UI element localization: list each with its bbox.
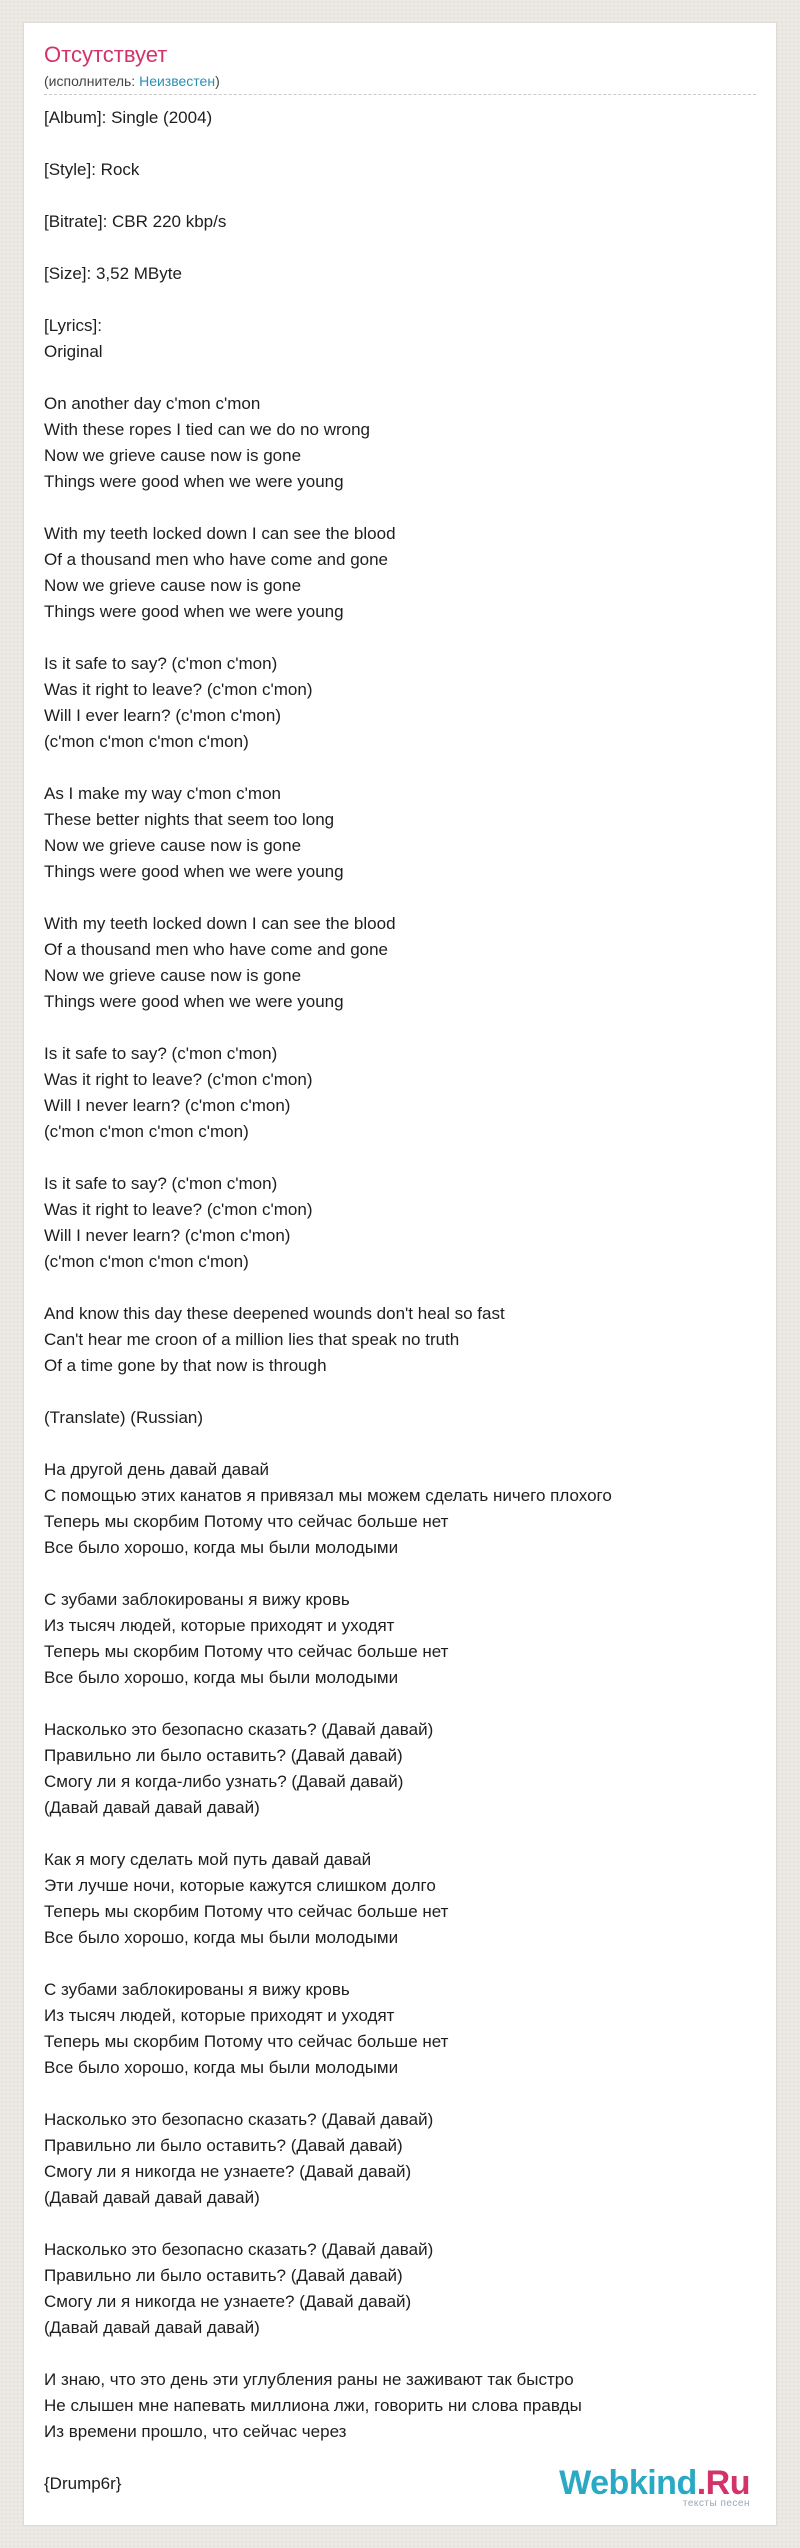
lyrics-blank-line: [44, 495, 756, 521]
lyrics-blank-line: [44, 1379, 756, 1405]
lyrics-blank-line: [44, 235, 756, 261]
lyrics-line: Of a thousand men who have come and gone: [44, 550, 389, 569]
lyrics-line: {Drump6r}: [44, 2474, 122, 2493]
lyrics-line: [Lyrics]:: [44, 316, 102, 335]
lyrics-line: Is it safe to say? (c'mon c'mon): [44, 654, 278, 673]
lyrics-blank-line: [44, 1951, 756, 1977]
lyrics-line: Now we grieve cause now is gone: [44, 966, 302, 985]
logo-tld: .Ru: [696, 2464, 750, 2502]
lyrics-line: Теперь мы скорбим Потому что сейчас больше нет: [44, 1512, 449, 1531]
lyrics-line: Original: [44, 342, 103, 361]
lyrics-blank-line: [44, 2081, 756, 2107]
lyrics-line: С зубами заблокированы я вижу кровь: [44, 1980, 350, 1999]
lyrics-line: С помощью этих канатов я привязал мы можем сделать ничего плохого: [44, 1486, 612, 1505]
lyrics-blank-line: [44, 1561, 756, 1587]
lyrics-line: Насколько это безопасно сказать? (Давай давай): [44, 2110, 434, 2129]
artist-prefix: (исполнитель:: [44, 73, 140, 89]
lyrics-line: Was it right to leave? (c'mon c'mon): [44, 680, 313, 699]
lyrics-line: Now we grieve cause now is gone: [44, 836, 302, 855]
webkind-logo[interactable]: [559, 2465, 750, 2509]
lyrics-line: Of a time gone by that now is through: [44, 1356, 327, 1375]
lyrics-blank-line: [44, 131, 756, 157]
lyrics-line: [Bitrate]: CBR 220 kbp/s: [44, 212, 227, 231]
lyrics-line: Is it safe to say? (c'mon c'mon): [44, 1044, 278, 1063]
lyrics-blank-line: [44, 2211, 756, 2237]
lyrics-line: (Давай давай давай давай): [44, 2318, 260, 2337]
lyrics-line: [Style]: Rock: [44, 160, 140, 179]
lyrics-line: Насколько это безопасно сказать? (Давай давай): [44, 2240, 434, 2259]
lyrics-blank-line: [44, 365, 756, 391]
lyrics-line: Из тысяч людей, которые приходят и уходят: [44, 1616, 395, 1635]
lyrics-line: Из времени прошло, что сейчас через: [44, 2422, 347, 2441]
lyrics-line: And know this day these deepened wounds don't heal so fast: [44, 1304, 505, 1323]
lyrics-line: Теперь мы скорбим Потому что сейчас больше нет: [44, 2032, 449, 2051]
artist-suffix: ): [215, 73, 220, 89]
lyrics-line: Смогу ли я когда-либо узнать? (Давай давай): [44, 1772, 404, 1791]
lyrics-blank-line: [44, 1821, 756, 1847]
lyrics-blank-line: [44, 1145, 756, 1171]
lyrics-line: Смогу ли я никогда не узнаете? (Давай давай): [44, 2292, 412, 2311]
lyrics-blank-line: [44, 1275, 756, 1301]
lyrics-line: Was it right to leave? (c'mon c'mon): [44, 1200, 313, 1219]
logo-wordmark: [559, 2465, 750, 2501]
lyrics-line: (Давай давай давай давай): [44, 2188, 260, 2207]
lyrics-line: Все было хорошо, когда мы были молодыми: [44, 1668, 399, 1687]
lyrics-line: (Translate) (Russian): [44, 1408, 204, 1427]
lyrics-line: Now we grieve cause now is gone: [44, 576, 302, 595]
lyrics-line: These better nights that seem too long: [44, 810, 335, 829]
lyrics-line: (c'mon c'mon c'mon c'mon): [44, 732, 249, 751]
lyrics-card: [23, 22, 777, 2526]
lyrics-line: Now we grieve cause now is gone: [44, 446, 302, 465]
lyrics-line: Of a thousand men who have come and gone: [44, 940, 389, 959]
lyrics-line: Не слышен мне напевать миллиона лжи, говорить ни слова правды: [44, 2396, 582, 2415]
lyrics-line: Правильно ли было оставить? (Давай давай): [44, 1746, 403, 1765]
song-header: [44, 41, 756, 91]
lyrics-blank-line: [44, 2341, 756, 2367]
lyrics-blank-line: [44, 755, 756, 781]
lyrics-blank-line: [44, 625, 756, 651]
lyrics-line: With these ropes I tied can we do no wrong: [44, 420, 371, 439]
lyrics-line: As I make my way c'mon c'mon: [44, 784, 281, 803]
lyrics-blank-line: [44, 885, 756, 911]
lyrics-line: Things were good when we were young: [44, 992, 344, 1011]
lyrics-blank-line: [44, 287, 756, 313]
lyrics-text: [44, 105, 756, 2497]
lyrics-blank-line: [44, 183, 756, 209]
lyrics-line: Can't hear me croon of a million lies that speak no truth: [44, 1330, 460, 1349]
lyrics-line: Was it right to leave? (c'mon c'mon): [44, 1070, 313, 1089]
lyrics-line: Things were good when we were young: [44, 862, 344, 881]
lyrics-line: Насколько это безопасно сказать? (Давай давай): [44, 1720, 434, 1739]
lyrics-line: Правильно ли было оставить? (Давай давай): [44, 2136, 403, 2155]
lyrics-line: Эти лучше ночи, которые кажутся слишком долго: [44, 1876, 436, 1895]
lyrics-line: [Album]: Single (2004): [44, 108, 213, 127]
lyrics-line: Is it safe to say? (c'mon c'mon): [44, 1174, 278, 1193]
lyrics-line: With my teeth locked down I can see the blood: [44, 914, 396, 933]
lyrics-line: Will I never learn? (c'mon c'mon): [44, 1226, 291, 1245]
lyrics-line: На другой день давай давай: [44, 1460, 270, 1479]
lyrics-line: С зубами заблокированы я вижу кровь: [44, 1590, 350, 1609]
lyrics-line: Теперь мы скорбим Потому что сейчас больше нет: [44, 1902, 449, 1921]
lyrics-line: Все было хорошо, когда мы были молодыми: [44, 1538, 399, 1557]
logo-subtitle: тексты песен: [682, 2498, 750, 2509]
lyrics-line: Как я могу сделать мой путь давай давай: [44, 1850, 372, 1869]
lyrics-line: (c'mon c'mon c'mon c'mon): [44, 1122, 249, 1141]
lyrics-line: [Size]: 3,52 MByte: [44, 264, 182, 283]
lyrics-line: With my teeth locked down I can see the blood: [44, 524, 396, 543]
lyrics-line: Will I ever learn? (c'mon c'mon): [44, 706, 281, 725]
lyrics-line: Из тысяч людей, которые приходят и уходят: [44, 2006, 395, 2025]
lyrics-line: (c'mon c'mon c'mon c'mon): [44, 1252, 249, 1271]
lyrics-blank-line: [44, 1015, 756, 1041]
header-divider: [44, 94, 756, 95]
lyrics-line: Все было хорошо, когда мы были молодыми: [44, 2058, 399, 2077]
artist-link[interactable]: Неизвестен: [139, 73, 216, 89]
logo-brand: Webkind: [559, 2464, 697, 2502]
lyrics-line: (Давай давай давай давай): [44, 1798, 260, 1817]
lyrics-line: Смогу ли я никогда не узнаете? (Давай давай): [44, 2162, 412, 2181]
lyrics-line: Things were good when we were young: [44, 602, 344, 621]
song-title: Отсутствует: [44, 42, 168, 67]
lyrics-line: Things were good when we were young: [44, 472, 344, 491]
lyrics-line: Will I never learn? (c'mon c'mon): [44, 1096, 291, 1115]
lyrics-line: И знаю, что это день эти углубления раны не заживают так быстро: [44, 2370, 574, 2389]
artist-line: [44, 71, 756, 91]
lyrics-line: On another day c'mon c'mon: [44, 394, 261, 413]
lyrics-blank-line: [44, 1691, 756, 1717]
lyrics-line: Теперь мы скорбим Потому что сейчас больше нет: [44, 1642, 449, 1661]
lyrics-line: Правильно ли было оставить? (Давай давай): [44, 2266, 403, 2285]
lyrics-blank-line: [44, 1431, 756, 1457]
lyrics-line: Все было хорошо, когда мы были молодыми: [44, 1928, 399, 1947]
